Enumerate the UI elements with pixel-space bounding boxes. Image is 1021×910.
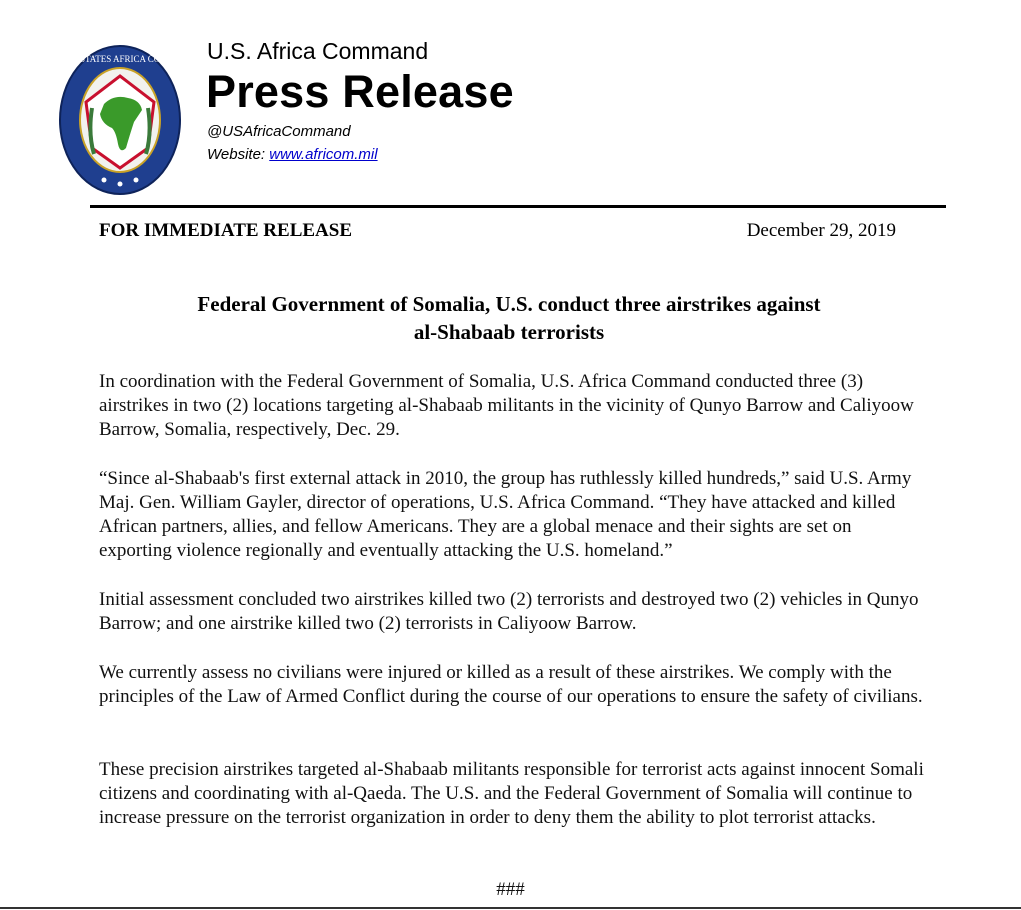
organization-name: U.S. Africa Command	[207, 38, 429, 64]
website-line	[207, 146, 378, 163]
body-paragraph: We currently assess no civilians were injured or killed as a result of these airstrikes. We comply with the principles of the Law of Armed Conflict during the course of our operations to ensure the safety of civilians.	[99, 662, 923, 707]
twitter-handle: @USAfricaCommand	[207, 123, 351, 140]
body-paragraph: “Since al-Shabaab's first external attack in 2010, the group has ruthlessly killed hundreds,” said U.S. Army Maj. Gen. William Gayler, director of operations, U.S. Africa Command. “They have attacked and killed African partners, allies, and fellow Americans. They are a global menace and their sights are set on exporting violence regionally and eventually attacking the U.S. homeland.”	[99, 468, 912, 561]
headline	[99, 290, 919, 346]
end-marker: ###	[496, 879, 525, 900]
headline-line-1: Federal Government of Somalia, U.S. conduct three airstrikes against	[197, 292, 821, 316]
body-paragraph: In coordination with the Federal Government of Somalia, U.S. Africa Command conducted three (3) airstrikes in two (2) locations targeting al-Shabaab militants in the vicinity of Qunyo Barrow and Caliyoow Barrow, Somalia, respectively, Dec. 29.	[99, 371, 914, 440]
website-label: Website:	[207, 146, 270, 163]
page-title: Press Release	[206, 66, 514, 117]
page-bottom-border	[0, 907, 1021, 909]
body-paragraph: Initial assessment concluded two airstrikes killed two (2) terrorists and destroyed two (2) vehicles in Qunyo Barrow; and one airstrike killed two (2) terrorists in Caliyoow Barrow.	[99, 589, 919, 634]
africom-seal-logo	[44, 44, 196, 196]
svg-text:UNITED STATES AFRICA COMMAND: UNITED STATES AFRICA COMMAND	[44, 54, 196, 64]
header-divider	[90, 205, 946, 208]
website-link[interactable]: www.africom.mil	[269, 146, 378, 163]
headline-line-2: al-Shabaab terrorists	[413, 320, 605, 344]
release-label: FOR IMMEDIATE RELEASE	[99, 220, 353, 241]
body-paragraph: These precision airstrikes targeted al-Shabaab militants responsible for terrorist acts against innocent Somali citizens and coordinating with al-Qaeda. The U.S. and the Federal Government of Somalia will continue to increase pressure on the terrorist organization in order to deny them the ability to plot terrorist attacks.	[99, 759, 924, 828]
release-date: December 29, 2019	[746, 220, 896, 241]
